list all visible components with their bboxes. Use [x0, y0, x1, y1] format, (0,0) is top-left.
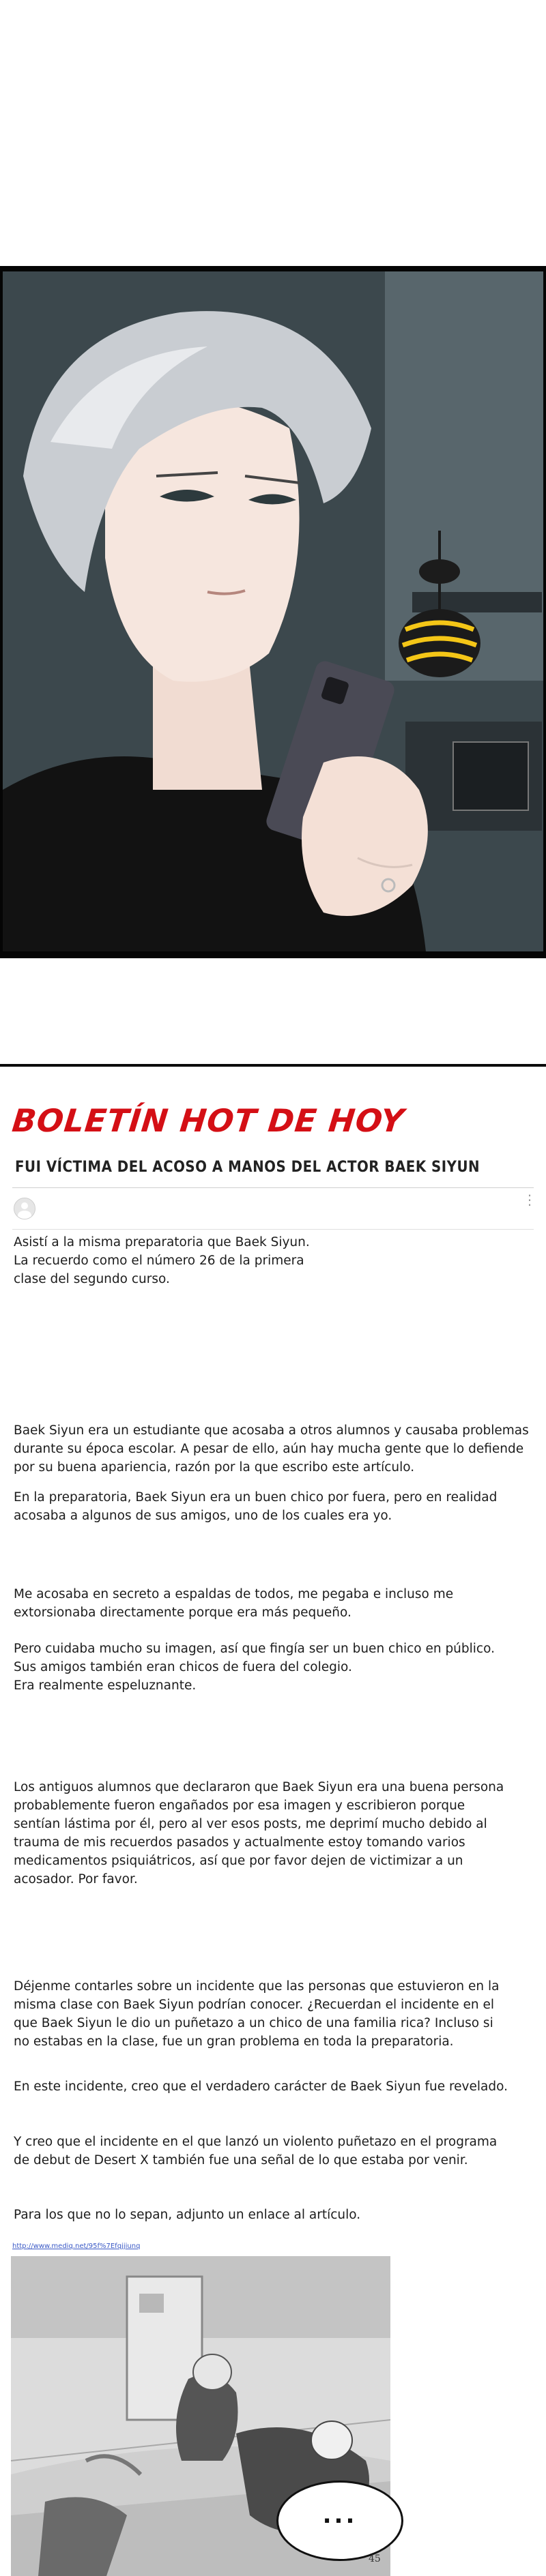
- avatar-icon[interactable]: [14, 1198, 35, 1219]
- paragraph-8: En este incidente, creo que el verdadero carácter de Baek Siyun fue revelado.: [14, 2079, 508, 2094]
- character-with-phone-illustration: [3, 271, 543, 951]
- paragraph-2: Baek Siyun era un estudiante que acosaba a otros alumnos y causaba problemas durante su época escolar. A pesar de ello, aún hay mucha gente que lo defiende por su buena apariencia, razón por la que escribo este artículo.: [14, 1423, 529, 1475]
- comic-panel-illustration: [3, 271, 543, 951]
- speech-bubble: [276, 2481, 403, 2561]
- article-link[interactable]: http://www.mediq.net/95f%7Efqjjiunq: [12, 2242, 141, 2250]
- paragraph-4: Me acosaba en secreto a espaldas de todos, me pegaba e incluso me extorsionaba directamente porque era más pequeño.: [14, 1587, 454, 1620]
- paragraph-10: Para los que no lo sepan, adjunto un enlace al artículo.: [14, 2208, 361, 2222]
- paragraph-3: En la preparatoria, Baek Siyun era un buen chico por fuera, pero en realidad acosaba a algunos de sus amigos, uno de los cuales era yo.: [14, 1490, 498, 1523]
- post-divider: [12, 1229, 534, 1230]
- kebab-menu-icon[interactable]: ⋮: [523, 1191, 536, 1208]
- paragraph-7: Déjenme contarles sobre un incidente que las personas que estuvieron en la misma clase con Baek Siyun podrían conocer. ¿Recuerdan el incidente en el que Baek Siyun le dio un puñetazo a un chico de una familia rica? Incluso si no estabas en la clase, fue un gran problema en toda la preparatoria.: [14, 1979, 500, 2049]
- speech-bubble-text: ...: [322, 2502, 358, 2529]
- paragraph-5: Pero cuidaba mucho su imagen, así que fingía ser un buen chico en público. Sus amigos también eran chicos de fuera del colegio. Era realmente espeluznante.: [14, 1642, 495, 1693]
- title-divider: [12, 1187, 534, 1188]
- page-number: 45: [369, 2553, 381, 2564]
- headline: BOLETÍN HOT DE HOY: [10, 1102, 406, 1139]
- article-section: [0, 1064, 546, 2576]
- paragraph-9: Y creo que el incidente en el que lanzó un violento puñetazo en el programa de debut de Desert X también fue una señal de lo que estaba por venir.: [14, 2135, 498, 2167]
- paragraph-1: Asistí a la misma preparatoria que Baek Siyun. La recuerdo como el número 26 de la primera clase del segundo curso.: [14, 1235, 310, 1286]
- post-title[interactable]: FUI VÍCTIMA DEL ACOSO A MANOS DEL ACTOR BAEK SIYUN: [15, 1159, 480, 1176]
- paragraph-6: Los antiguos alumnos que declararon que Baek Siyun era una buena persona probablemente fueron engañados por esa imagen y escribieron porque sentían lástima por él, pero al ver esos posts, me deprimí mucho debido al trauma de mis recuerdos pasados y actualmente estoy tomando varios medicamentos psiquiátricos, así que por favor dejen de victimizar a un acosador. Por favor.: [14, 1780, 504, 1886]
- comic-panel-top: [0, 266, 546, 958]
